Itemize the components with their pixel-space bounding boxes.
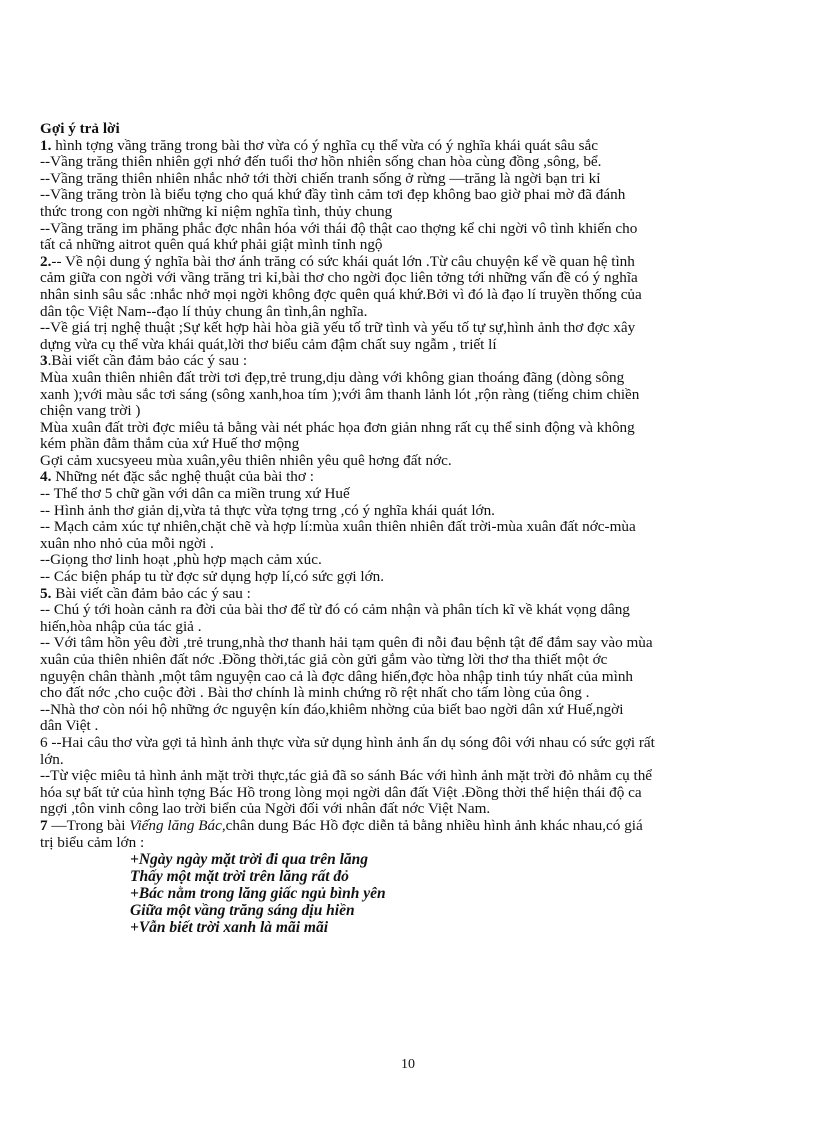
s3-line-2: Mùa xuân thiên nhiên đất trời tơi đẹp,trẻ trung,dịu dàng với không gian thoáng đãng (dòng sông [40,369,625,386]
s7-number: 7 [40,817,48,834]
s1-line-1 [40,138,800,155]
s5-line-5: xuân của thiên nhiên đất nớc .Đồng thời,tác giả còn gửi gắm vào từng lời thơ tha thiết một ớc [40,652,608,668]
s4-line-6: --Giọng thơ linh hoạt ,phù hợp mạch cảm xúc. [40,552,322,569]
s5-number: 5. [40,585,52,602]
poem-line-1: +Ngày ngày mặt trời đi qua trên lăng [130,851,369,869]
s5-line-3: hiến,hòa nhập của tác giả . [40,618,202,635]
s3-line-3: xanh );với màu sắc tơi sáng (sông xanh,hoa tím );với âm thanh lảnh lót ,rộn ràng (tiếng chim chiền [40,386,640,403]
s1-line-5: thức trong con ngời những kỉ niệm nghĩa tình, thủy chung [40,203,393,220]
poem-block [130,851,800,936]
s5-line-7: cho đất nớc ,cho cuộc đời . Bài thơ chính là minh chứng rõ rệt nhất cho tấm lòng của ông . [40,685,590,702]
s3-line-1 [40,353,800,370]
poem-line-2: Thấy một mặt trời trên lăng rất đỏ [130,868,349,886]
s4-line-2: -- Thể thơ 5 chữ gần với dân ca miền trung xứ Huế [40,486,350,503]
s2-line-3: nhân sinh sâu sắc :nhắc nhở mọi ngời không đợc quên quá khứ.Bởi vì đó là đạo lí truyền thống của [40,286,642,303]
s7-line-1 [40,818,800,835]
document-body [40,121,800,936]
s4-line-1 [40,469,800,486]
s6-line-4: hóa sự bất tử của hình tợng Bác Hồ trong lòng mọi ngời dân đất Việt .Đồng thời thể hiện thái độ ca [40,784,642,801]
s1-text: hình tợng vầng trăng trong bài thơ vừa có ý nghĩa cụ thể vừa có ý nghĩa khái quát sâu sắc [51,137,599,154]
s3-line-5: Mùa xuân đất trời đợc miêu tả bằng vài nét phác họa đơn giản nhng rất cụ thể sinh động và không [40,419,635,436]
poem-title: Viếng lăng Bác [129,817,222,834]
s1-line-4: --Vầng trăng tròn là biểu tợng cho quá khứ đầy tình cảm tơi đẹp không bao giờ phai mờ đã đánh [40,187,626,204]
s5-line-2: -- Chú ý tới hoàn cảnh ra đời của bài thơ để từ đó có cảm nhận và phân tích kĩ về khát vọng dâng [40,602,630,619]
s5-text: Bài viết cần đảm bảo các ý sau : [51,585,251,602]
s3-line-6: kém phần đằm thắm của xứ Huế thơ mộng [40,436,300,453]
s4-line-3: -- Hình ảnh thơ giản dị,vừa tả thực vừa tợng trng ,có ý nghĩa khái quát lớn. [40,502,495,519]
heading: Gợi ý trả lời [40,121,120,137]
poem-line-3: +Bác nằm trong lăng giấc ngủ bình yên [130,885,386,903]
s5-line-1 [40,586,800,603]
s2-line-6: dựng vừa cụ thể vừa khái quát,lời thơ biểu cảm đậm chất suy ngẫm , triết lí [40,336,497,353]
s4-number: 4. [40,469,52,486]
page-number: 10 [401,1057,415,1072]
s2-line-2: cảm giữa con ngời với vầng trăng tri kỉ,bài thơ cho ngời đọc liên tởng tới những vấn đề có ý nghĩa [40,270,638,287]
s1-line-6: --Vầng trăng im phăng phắc đợc nhân hóa với thái độ thật cao thợng kể chi ngời vô tình khiến cho [40,220,638,237]
poem-line-4: Giữa một vầng trăng sáng dịu hiền [130,902,355,920]
s6-line-2: lớn. [40,751,64,768]
s2-line-1 [40,254,800,271]
s6-line-1: 6 --Hai câu thơ vừa gợi tả hình ảnh thực vừa sử dụng hình ảnh ẩn dụ sóng đôi với nhau có sức gợi rất [40,734,655,751]
s1-line-2: --Vầng trăng thiên nhiên gợi nhớ đến tuổi thơ hồn nhiên sống chan hòa cùng đồng ,sông, bể. [40,154,602,171]
s4-text: Những nét đặc sắc nghệ thuật của bài thơ : [51,469,314,486]
s2-number: 2. [40,253,52,270]
s1-line-7: tất cả những aitrot quên quá khứ phải giật mình tỉnh ngộ [40,237,383,254]
s7-intro-b: ,chân dung Bác Hồ đợc diễn tả bằng nhiều hình ảnh khác nhau,có giá [221,817,643,834]
s5-line-8: --Nhà thơ còn nói hộ những ớc nguyện kín đáo,khiêm nhờng của biết bao ngời dân xứ Huế,ngời [40,701,624,718]
s5-line-4: -- Với tâm hồn yêu đời ,trẻ trung,nhà thơ thanh hải tạm quên đi nỗi đau bệnh tật để đắm say vào mùa [40,635,653,652]
poem-line-5: +Vẫn biết trời xanh là mãi mãi [130,919,329,937]
s4-line-4: -- Mạch cảm xúc tự nhiên,chặt chẽ và hợp lí:mùa xuân thiên nhiên đất trời-mùa xuân đất nớc-mùa [40,519,636,536]
s1-number: 1. [40,137,52,154]
s1-line-3: --Vầng trăng thiên nhiên nhắc nhở tới thời chiến tranh sống ở rừng —trăng là ngời bạn tri kỉ [40,170,601,187]
s3-line-4: chiện vang trời ) [40,403,141,420]
s6-line-5: ngợi ,tôn vinh công lao trời biển của Ngời đối với nhân đất nớc Việt Nam. [40,801,491,818]
s6-line-3: --Từ việc miêu tả hình ảnh mặt trời thực,tác giả đã so sánh Bác với hình ảnh mặt trời đỏ nhằm cụ thể [40,768,653,785]
s7-intro-a: —Trong bài [47,817,130,834]
s2-line-4: dân tộc Việt Nam--đạo lí thủy chung ân tình,ân nghĩa. [40,303,368,320]
s2-text: -- Về nội dung ý nghĩa bài thơ ánh trăng có sức khái quát lớn .Từ câu chuyện kể về quan hệ tình [51,253,635,270]
s4-line-7: -- Các biện pháp tu từ đợc sử dụng hợp lí,có sức gợi lớn. [40,569,385,586]
s3-number: 3 [40,353,48,370]
s5-line-6: nguyện chân thành ,một tâm nguyện cao cả là đợc dâng hiến,đợc hòa nhập tinh túy nhất của mình [40,668,634,685]
s5-line-9: dân Việt . [40,718,99,735]
s2-line-5: --Về giá trị nghệ thuật ;Sự kết hợp hài hòa giã yếu tố trữ tình và yếu tố tự sự,hình ảnh thơ đợc xây [40,320,636,337]
s4-line-5: xuân nho nhỏ của mỗi ngời . [40,535,214,552]
s3-text: .Bài viết cần đảm bảo các ý sau : [47,353,248,370]
s7-line-2: trị biểu cảm lớn : [40,834,145,851]
s3-line-7: Gợi cảm xucsyeeu mùa xuân,yêu thiên nhiên yêu quê hơng đất nớc. [40,452,452,469]
